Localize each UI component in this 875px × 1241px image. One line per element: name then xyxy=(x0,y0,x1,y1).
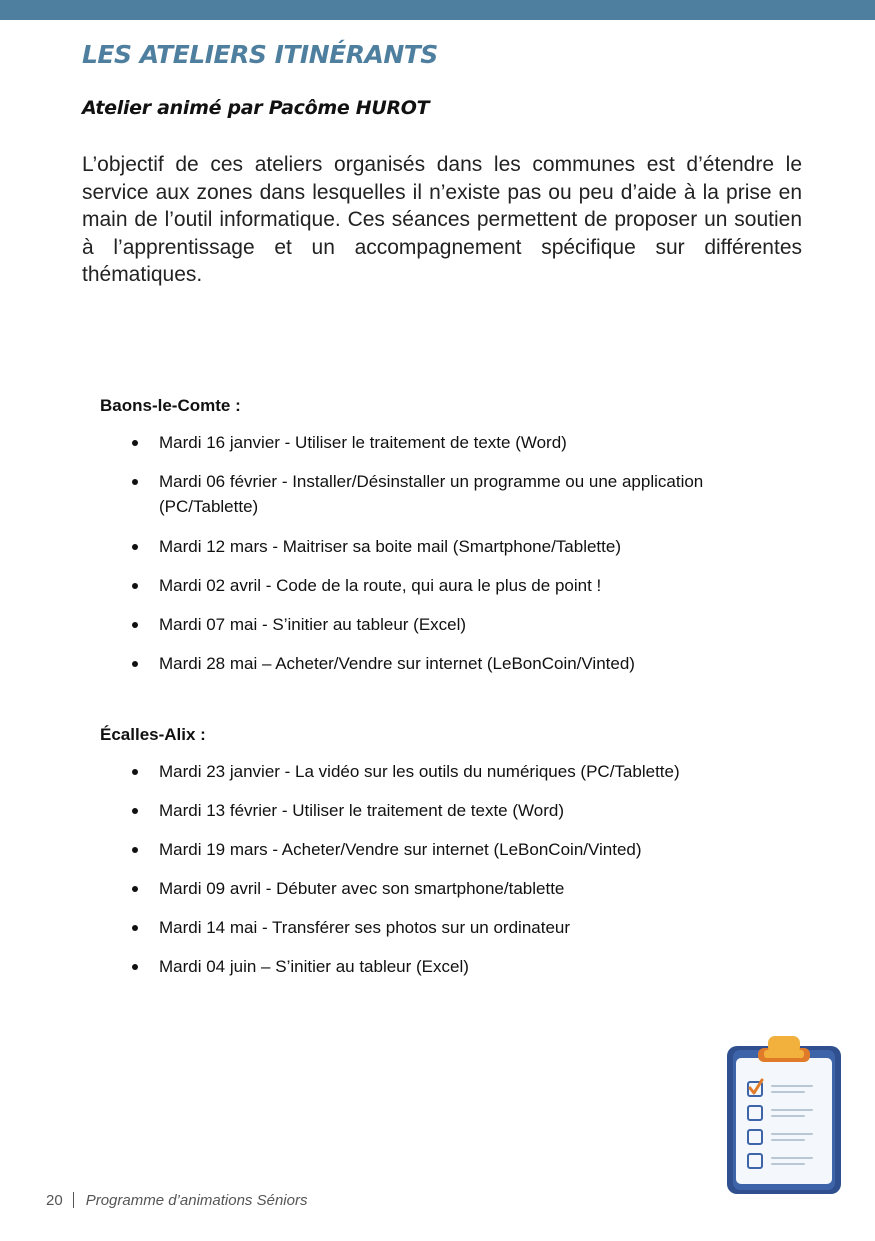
list-item: Mardi 04 juin – S’initier au tableur (Excel) xyxy=(100,954,800,979)
list-item: Mardi 06 février - Installer/Désinstaller un programme ou une application (PC/Tablette) xyxy=(100,469,800,519)
list-item: Mardi 16 janvier - Utiliser le traitement de texte (Word) xyxy=(100,430,800,455)
top-color-band xyxy=(0,0,875,20)
workshop-list xyxy=(100,759,800,979)
section-title: Écalles-Alix : xyxy=(100,725,206,744)
page-subtitle: Atelier animé par Pacôme HUROT xyxy=(82,97,430,119)
list-item: Mardi 02 avril - Code de la route, qui aura le plus de point ! xyxy=(100,573,800,598)
list-item: Mardi 09 avril - Débuter avec son smartphone/tablette xyxy=(100,876,800,901)
workshop-list xyxy=(100,430,800,676)
section-baons-le-comte xyxy=(100,396,800,676)
list-item: Mardi 13 février - Utiliser le traitement de texte (Word) xyxy=(100,798,800,823)
section-ecalles-alix xyxy=(100,725,800,979)
list-item: Mardi 07 mai - S’initier au tableur (Excel) xyxy=(100,612,800,637)
page-number: 20 xyxy=(46,1192,63,1209)
list-item: Mardi 12 mars - Maitriser sa boite mail (Smartphone/Tablette) xyxy=(100,534,800,559)
clipboard-checklist-icon xyxy=(724,1034,844,1203)
footer-divider xyxy=(73,1192,74,1208)
section-title: Baons-le-Comte : xyxy=(100,396,241,415)
list-item: Mardi 19 mars - Acheter/Vendre sur internet (LeBonCoin/Vinted) xyxy=(100,837,800,862)
list-item: Mardi 23 janvier - La vidéo sur les outils du numériques (PC/Tablette) xyxy=(100,759,800,784)
intro-paragraph: L’objectif de ces ateliers organisés dans les communes est d’étendre le service aux zones dans lesquelles il n’existe pas ou peu d’aide à la prise en main de l’outil informatique. Ces séances permettent de proposer un soutien à l’apprentissage et un accompagnement spécifique sur différentes thématiques. xyxy=(82,153,802,286)
list-item: Mardi 14 mai - Transférer ses photos sur un ordinateur xyxy=(100,915,800,940)
page-footer xyxy=(46,1192,307,1209)
list-item: Mardi 28 mai – Acheter/Vendre sur internet (LeBonCoin/Vinted) xyxy=(100,651,800,676)
publication-name: Programme d’animations Séniors xyxy=(85,1192,308,1209)
page-title: LES ATELIERS ITINÉRANTS xyxy=(82,40,438,69)
